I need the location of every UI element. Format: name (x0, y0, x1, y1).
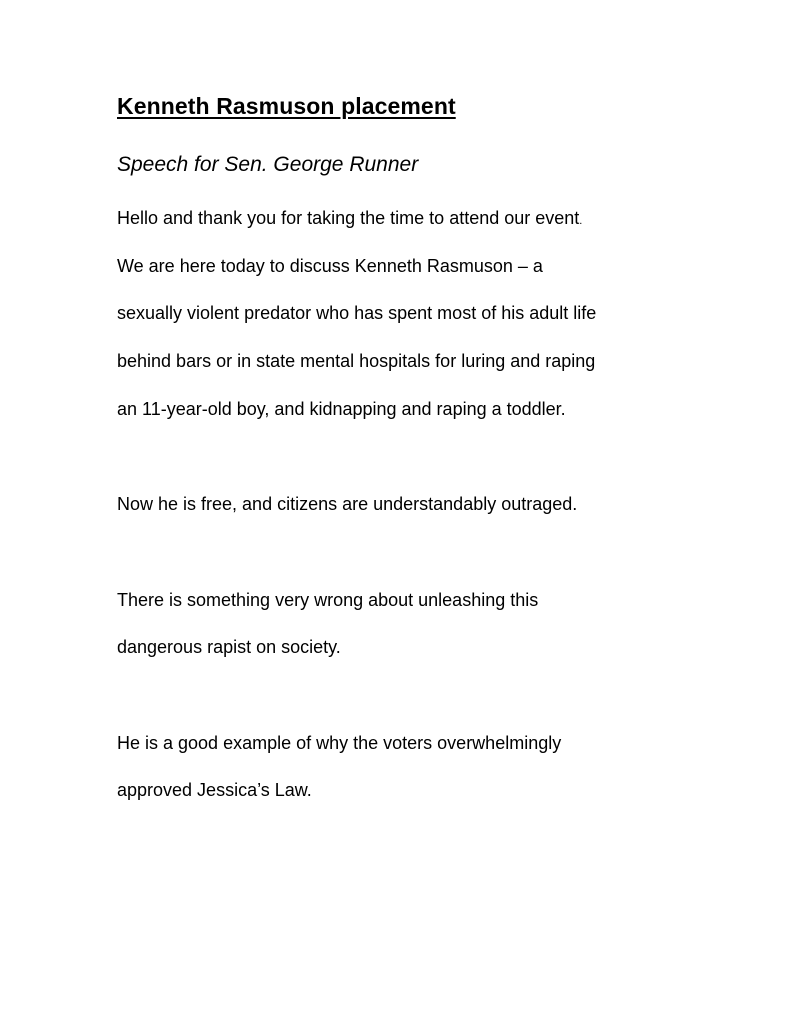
line-end-period: . (579, 215, 583, 227)
paragraph-line: He is a good example of why the voters overwhelmingly (117, 733, 562, 753)
line-text: Hello and thank you for taking the time to attend our event (117, 208, 580, 228)
paragraph-line (117, 207, 582, 232)
paragraph-line: behind bars or in state mental hospitals for luring and raping (117, 351, 596, 371)
paragraph-line: sexually violent predator who has spent most of his adult life (117, 303, 597, 323)
document-subtitle: Speech for Sen. George Runner (117, 153, 419, 176)
paragraph-line: approved Jessica’s Law. (117, 780, 312, 800)
document-title: Kenneth Rasmuson placement (117, 93, 456, 119)
paragraph-line: an 11-year-old boy, and kidnapping and raping a toddler. (117, 399, 566, 419)
paragraph-line: Now he is free, and citizens are understandably outraged. (117, 494, 578, 514)
paragraph-line: We are here today to discuss Kenneth Rasmuson – a (117, 256, 543, 276)
paragraph-line: There is something very wrong about unleashing this (117, 590, 539, 610)
paragraph-line: dangerous rapist on society. (117, 637, 341, 657)
